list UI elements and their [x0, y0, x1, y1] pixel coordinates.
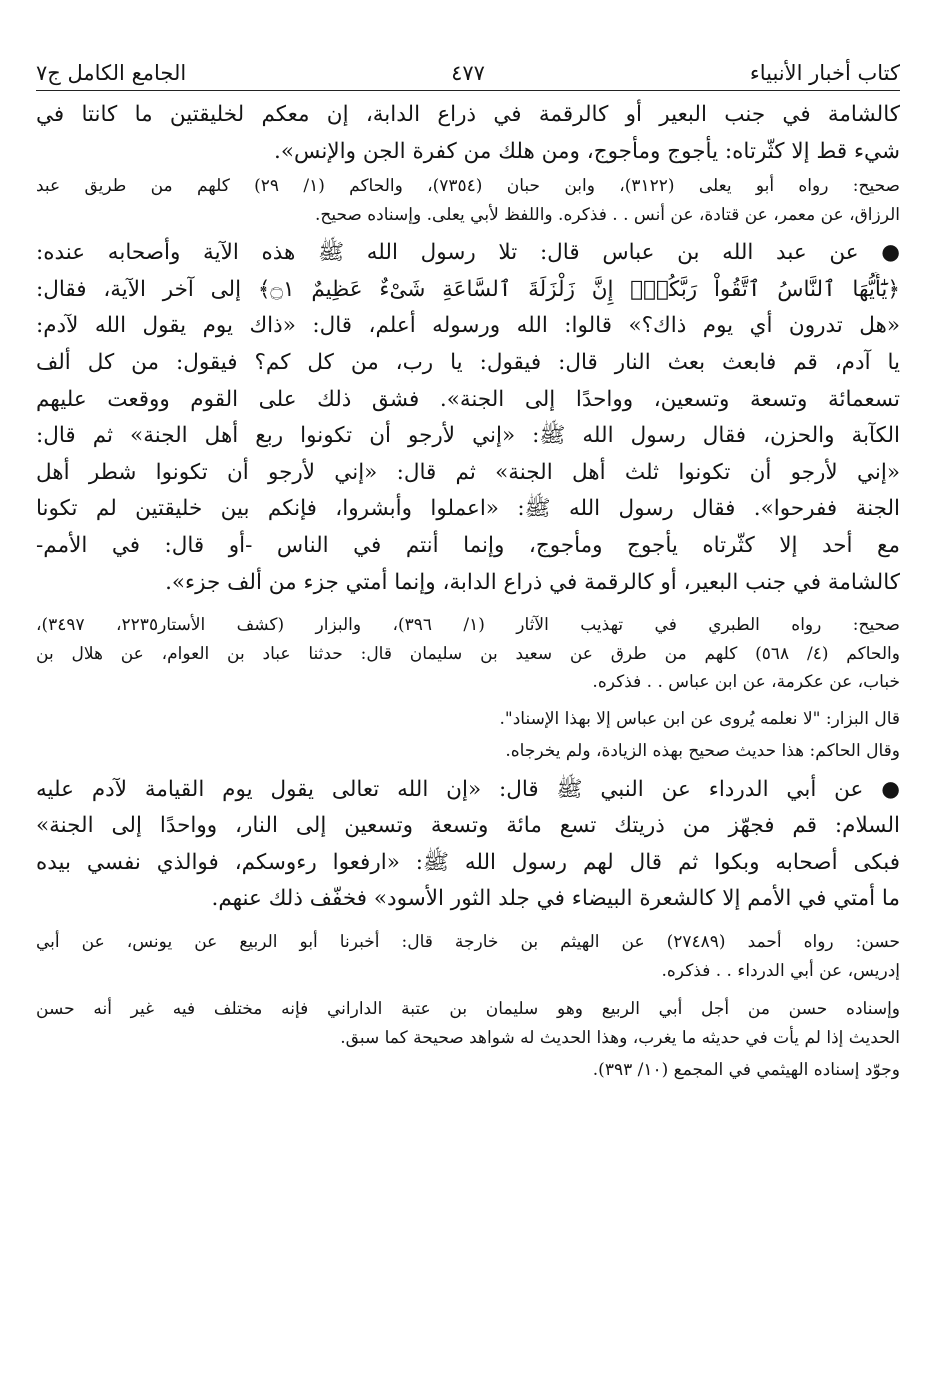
note-line: وقال الحاكم: هذا حديث صحيح بهذه الزيادة، ولم يخرجاه. — [505, 741, 900, 762]
note-line: والحاكم (٤/ ٥٦٨) كلهم من طرق عن سعيد بن سليمان قال: حدثنا عباد بن العوام، عن هلال بن — [36, 643, 900, 664]
page-number: ٤٧٧ — [451, 61, 485, 85]
text-line: يا آدم، قم فابعث بعث النار قال: فيقول: يا رب، من كل كم؟ فيقول: من كل ألف — [36, 349, 900, 375]
text-line: كالشامة في جنب البعير أو كالرقمة في ذراع الدابة، إن معكم لخليقتين ما كانتا في — [36, 102, 900, 127]
hakim-comment — [36, 737, 900, 766]
text-line: «هل تدرون أي يوم ذاك؟» قالوا: الله ورسوله أعلم، قال: «ذاك يوم يقول الله لآدم: — [36, 313, 900, 339]
volume-title: الجامع الكامل ج٧ — [36, 61, 187, 85]
text-line: «إني لأرجو أن تكونوا ثلث أهل الجنة» ثم قال: «إني لأرجو أن تكونوا شطر أهل — [36, 459, 900, 485]
note-line: حسن: رواه أحمد (٢٧٤٨٩) عن الهيثم بن خارجة قال: أخبرنا أبو الربيع عن يونس، عن أبي — [36, 932, 900, 952]
haythami-note — [36, 1056, 900, 1085]
text-line: مع أحد إلا كثّرتاه يأجوج ومأجوج، وإنما أنتم في الناس -أو قال: في الأمم- — [36, 532, 900, 558]
book-title: كتاب أخبار الأنبياء — [749, 61, 900, 85]
page-content — [36, 91, 900, 1085]
text-line: ● عن عبد الله بن عباس قال: تلا رسول الله ﷺ هذه الآية وأصحابه عنده: — [36, 240, 900, 266]
note-line: صحيح: رواه أبو يعلى (٣١٢٢)، وابن حبان (٧٣٥٤)، والحاكم (١/ ٢٩) كلهم من طريق عبد — [36, 176, 900, 197]
text-line: فبكى أصحابه وبكوا ثم قال لهم رسول الله ﷺ: «ارفعوا رءوسكم، فوالذي نفسي بيده — [36, 849, 900, 875]
note-line: وإسناده حسن من أجل أبي الربيع وهو سليمان بن عتبة الداراني فإنه مختلف فيه غير أنه حسن — [36, 999, 900, 1019]
text-line: ● عن أبي الدرداء عن النبي ﷺ قال: «إن الله تعالى يقول يوم القيامة لآدم عليه — [36, 776, 900, 802]
hadith-ibn-abbas — [36, 235, 900, 601]
note-line: خباب، عن عكرمة، عن ابن عباس . . فذكره. — [592, 672, 900, 693]
takhrij-note — [36, 172, 900, 229]
note-line: قال البزار: "لا نعلمه يُروى عن ابن عباس إلا بهذا الإسناد". — [499, 708, 900, 729]
hadith-text-continued — [36, 97, 900, 170]
note-line: وجوّد إسناده الهيثمي في المجمع (١٠/ ٣٩٣). — [592, 1060, 900, 1080]
book-page — [36, 52, 900, 1374]
note-line: الرزاق، عن معمر، عن قتادة، عن أنس . . فذكره. واللفظ لأبي يعلى. وإسناده صحيح. — [314, 204, 900, 225]
text-line: شيء قط إلا كثّرتاه: يأجوج ومأجوج، ومن هلك من كفرة الجن والإنس». — [274, 138, 900, 164]
text-line: كالشامة في جنب البعير، أو كالرقمة في ذراع الدابة، وإنما أمتي جزء من ألف جزء». — [165, 569, 900, 595]
isnad-grading-note — [36, 995, 900, 1052]
takhrij-note — [36, 611, 900, 697]
takhrij-note — [36, 928, 900, 985]
note-line: إدريس، عن أبي الدرداء . . فذكره. — [661, 960, 900, 981]
note-line: الحديث إذا لم يأت في حديثه ما يغرب، وهذا الحديث له شواهد صحيحة كما سبق. — [340, 1027, 900, 1048]
text-line: ما أمتي في الأمم إلا كالشعرة البيضاء في جلد الثور الأسود» فخفّف ذلك عنهم. — [211, 886, 900, 912]
text-line: السلام: قم فجهّز من ذريتك تسع مائة وتسعة وتسعين إلى النار، وواحدًا إلى الجنة» — [36, 813, 900, 839]
page-header — [36, 52, 900, 91]
text-line: الجنة ففرحوا». فقال رسول الله ﷺ: «اعملوا وأبشروا، فإنكم بين خليقتين لم تكونا — [36, 496, 900, 522]
text-line: الكآبة والحزن، فقال رسول الله ﷺ: «إني لأرجو أن تكونوا ربع أهل الجنة» ثم قال: — [36, 423, 900, 449]
hadith-abu-darda — [36, 772, 900, 918]
note-line: صحيح: رواه الطبري في تهذيب الآثار (١/ ٣٩٦)، والبزار (كشف الأستار٢٢٣٥، ٣٤٩٧)، — [36, 615, 900, 636]
bazzar-comment — [36, 705, 900, 734]
text-line: تسعمائة وتسعة وتسعين، وواحدًا إلى الجنة». فشق ذلك على القوم ووقعت عليهم — [36, 386, 900, 412]
quran-verse-line: ﴿يَٰٓأَيُّهَا ٱلنَّاسُ ٱتَّقُواْ رَبَّكُمْۚ إِنَّ زَلْزَلَةَ ٱلسَّاعَةِ شَىْءٌ عَظِيمٌ ۝١﴾ إلى آخر الآية، فقال: — [36, 276, 900, 302]
